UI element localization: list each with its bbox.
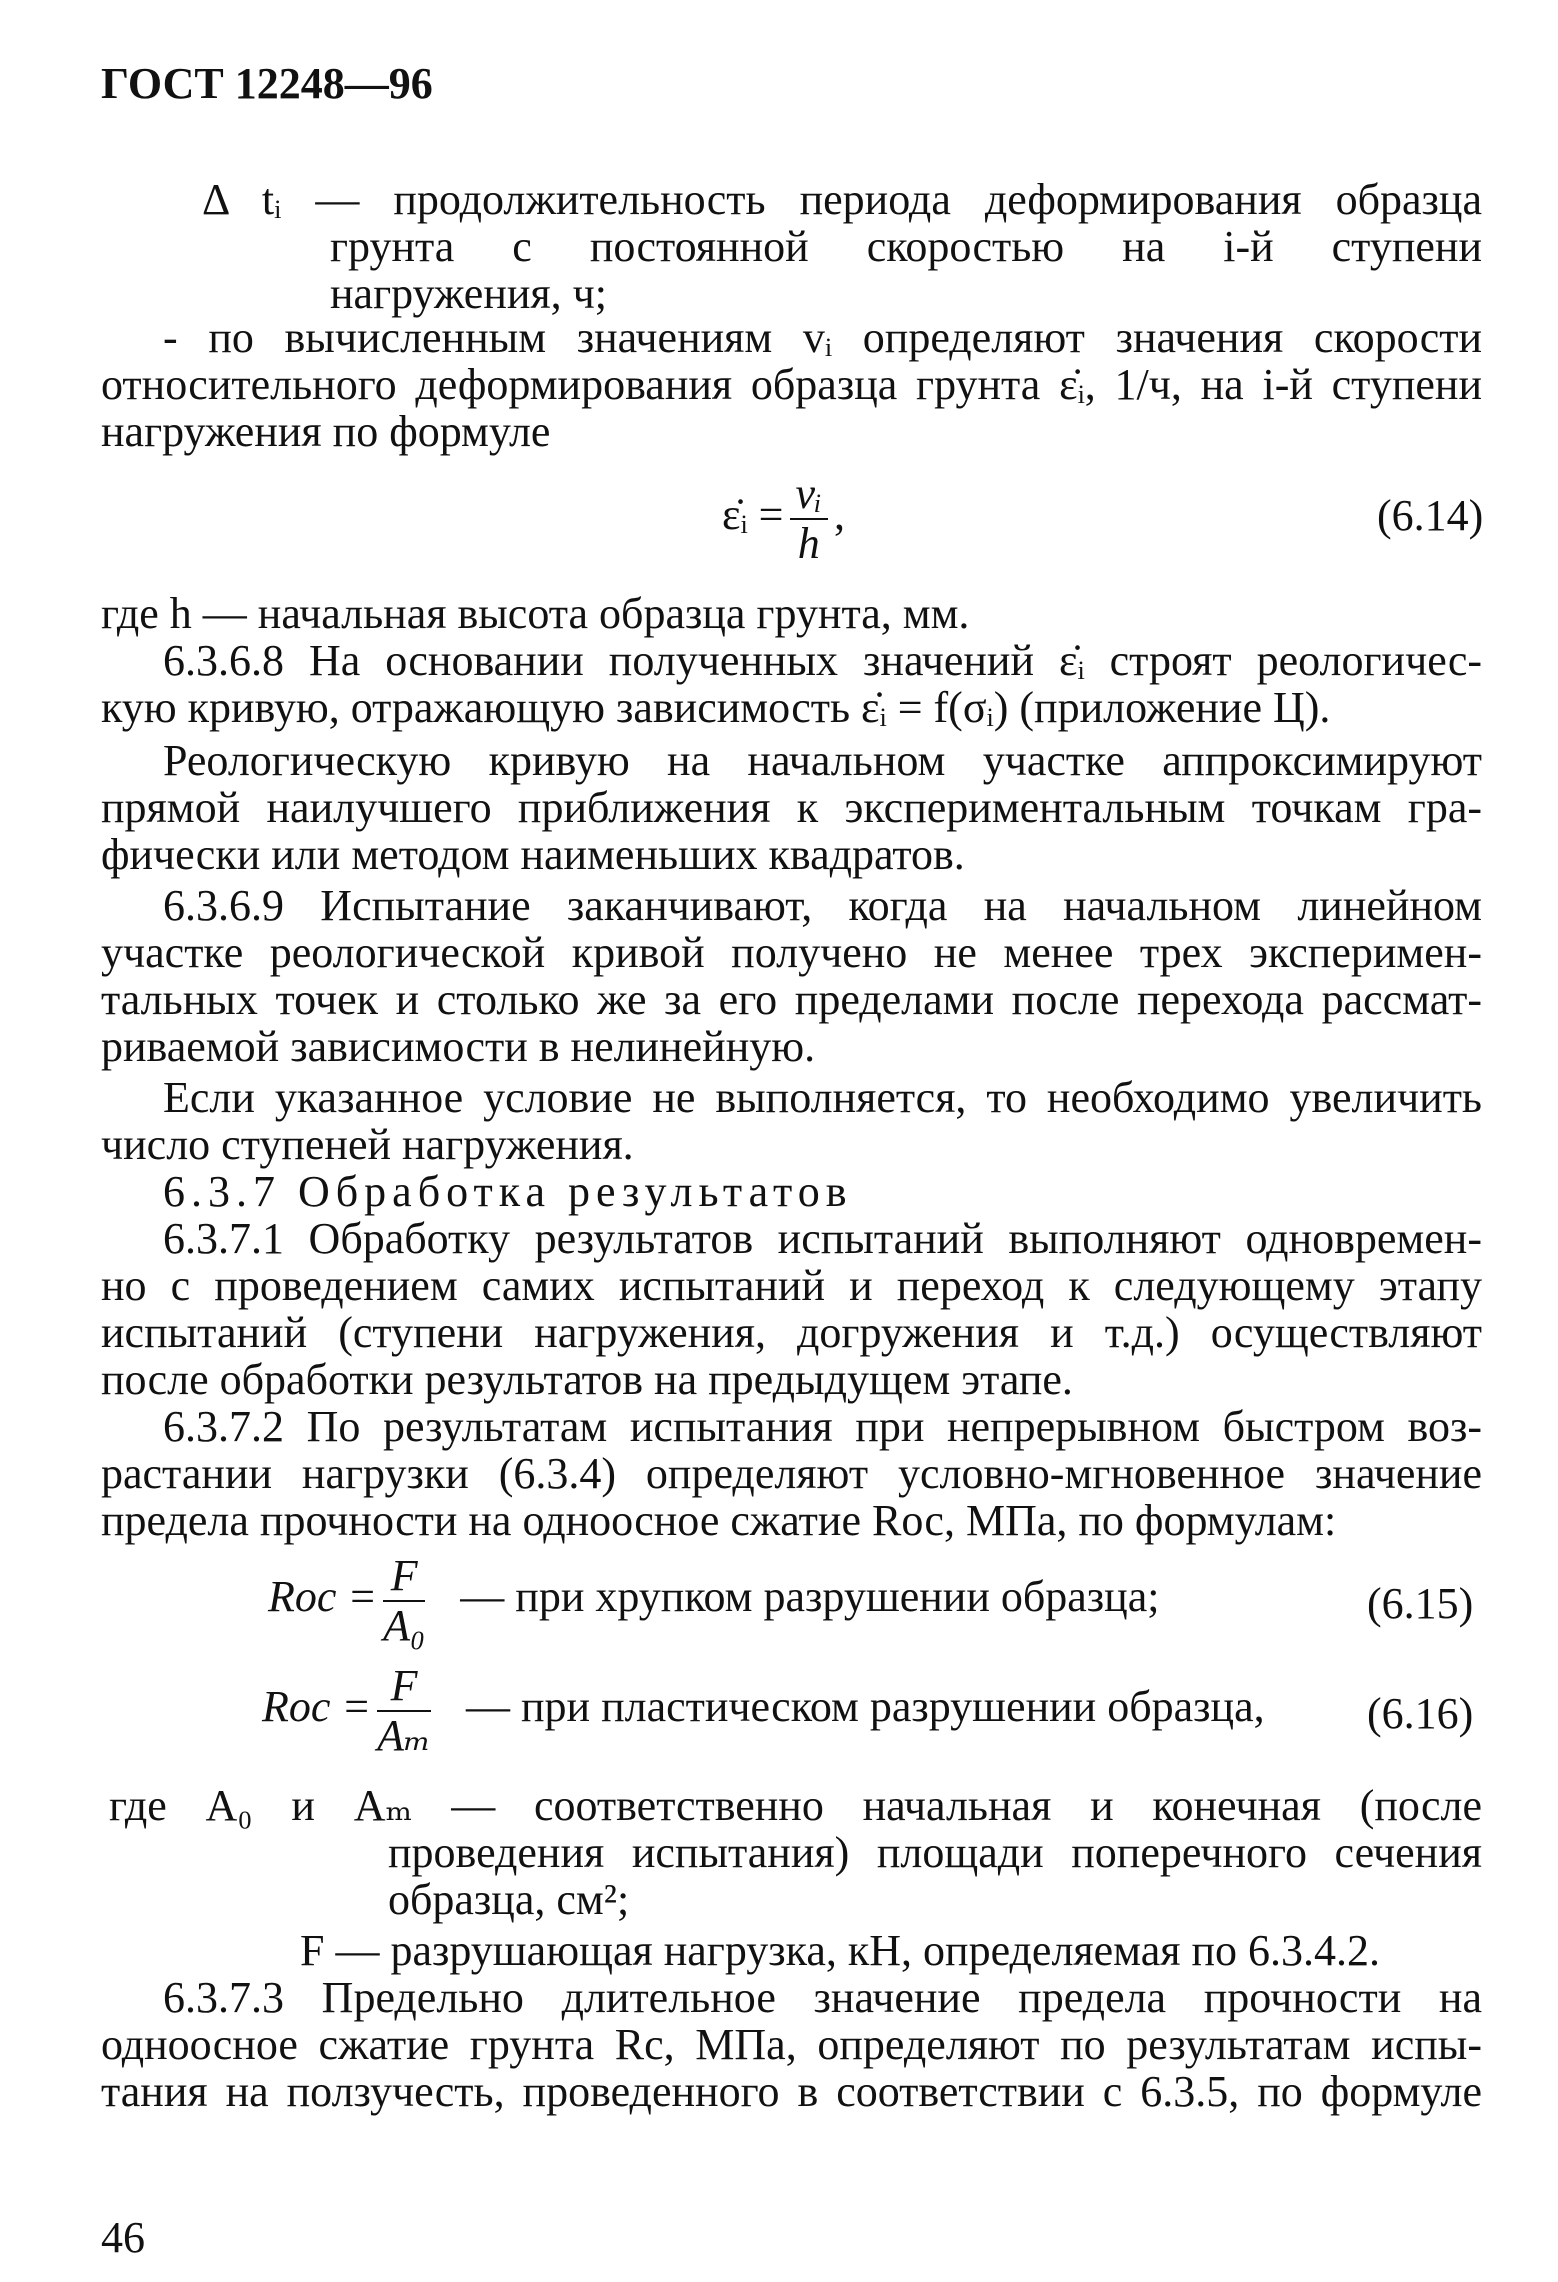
text-line: проведения испытания) площади поперечного сечения (388, 1828, 1482, 1877)
text-line: F — разрушающая нагрузка, кН, определяемая по 6.3.4.2. (300, 1926, 1381, 1975)
equation-lhs: ε̇ᵢ = (722, 490, 784, 540)
text-line: 6.3.7.1 Обработку результатов испытаний выполняют одновремен- (163, 1214, 1482, 1263)
page-header: ГОСТ 12248—96 (101, 59, 433, 108)
fraction-numerator: vᵢ (790, 470, 829, 520)
fraction-denominator: Aₘ (377, 1711, 431, 1760)
text-line: растании нагрузки (6.3.4) определяют условно-мгновенное значение (101, 1449, 1482, 1498)
text-line: прямой наилучшего приближения к экспериментальным точкам гра- (101, 783, 1482, 832)
text-line: 6.3.6.8 На основании полученных значений ε̇ᵢ строят реологичес- (163, 636, 1482, 685)
text-line: - по вычисленным значениям vᵢ определяют значения скорости (163, 313, 1482, 362)
equation-number: (6.15) (1367, 1579, 1474, 1628)
page-number: 46 (101, 2213, 145, 2262)
text-line: участке реологической кривой получено не менее трех эксперимен- (101, 928, 1482, 977)
text-line: число ступеней нагружения. (101, 1120, 634, 1169)
fraction-numerator: F (383, 1552, 425, 1602)
text-line: тальных точек и столько же за его пределами после перехода рассмат- (101, 975, 1482, 1024)
fraction (383, 1552, 425, 1650)
fraction-denominator: A₀ (383, 1601, 426, 1650)
text-line: кую кривую, отражающую зависимость ε̇ᵢ = f(σᵢ) (приложение Ц). (101, 683, 1331, 732)
equation-6-16 (262, 1662, 1265, 1760)
equation-description: — при хрупком разрушении образца; (460, 1572, 1160, 1622)
text-line: Если указанное условие не выполняется, то необходимо увеличить (163, 1073, 1482, 1122)
equation-tail: , (834, 490, 845, 540)
section-heading: 6.3.7 Обработка результатов (163, 1167, 853, 1216)
equation-description: — при пластическом разрушении образца, (465, 1682, 1265, 1732)
text-line: 6.3.6.9 Испытание заканчивают, когда на начальном линейном (163, 881, 1482, 930)
fraction-numerator: F (377, 1662, 431, 1712)
fraction (377, 1662, 431, 1760)
text-line: одноосное сжатие грунта Rс, МПа, определяют по результатам испы- (101, 2020, 1482, 2069)
equation-lhs: Rос = (262, 1682, 372, 1732)
text-line: образца, см²; (388, 1875, 630, 1924)
equation-lhs: Rос = (268, 1572, 378, 1622)
text-line: где A₀ и Aₘ — соответственно начальная и конечная (после (109, 1781, 1482, 1830)
text-line: испытаний (ступени нагружения, догружения и т.д.) осуществляют (101, 1308, 1482, 1357)
text-line: где h — начальная высота образца грунта, мм. (101, 589, 970, 638)
equation-6-15 (268, 1552, 1159, 1650)
text-line: 6.3.7.3 Предельно длительное значение предела прочности на (163, 1973, 1482, 2022)
equation-number: (6.16) (1367, 1689, 1474, 1738)
fraction-denominator: h (797, 519, 820, 568)
text-line: 6.3.7.2 По результатам испытания при непрерывном быстром воз- (163, 1402, 1482, 1451)
text-line: нагружения по формуле (101, 407, 551, 456)
fraction (790, 470, 829, 568)
text-line: предела прочности на одноосное сжатие Rос, МПа, по формулам: (101, 1496, 1337, 1545)
text-line: грунта с постоянной скоростью на i-й ступени (330, 222, 1482, 271)
text-line: нагружения, ч; (330, 269, 607, 318)
text-line: после обработки результатов на предыдущем этапе. (101, 1355, 1073, 1404)
text-line: но с проведением самих испытаний и переход к следующему этапу (101, 1261, 1482, 1310)
equation-6-14 (722, 470, 845, 568)
text-line: фически или методом наименьших квадратов. (101, 830, 965, 879)
text-line: относительного деформирования образца грунта ε̇ᵢ, 1/ч, на i-й ступени (101, 360, 1482, 409)
equation-number: (6.14) (1377, 491, 1484, 540)
text-line: риваемой зависимости в нелинейную. (101, 1022, 816, 1071)
text-line: Реологическую кривую на начальном участке аппроксимируют (163, 736, 1482, 785)
text-line: Δ tᵢ — продолжительность периода деформирования образца (202, 175, 1482, 224)
text-line: тания на ползучесть, проведенного в соответствии с 6.3.5, по формуле (101, 2067, 1482, 2116)
